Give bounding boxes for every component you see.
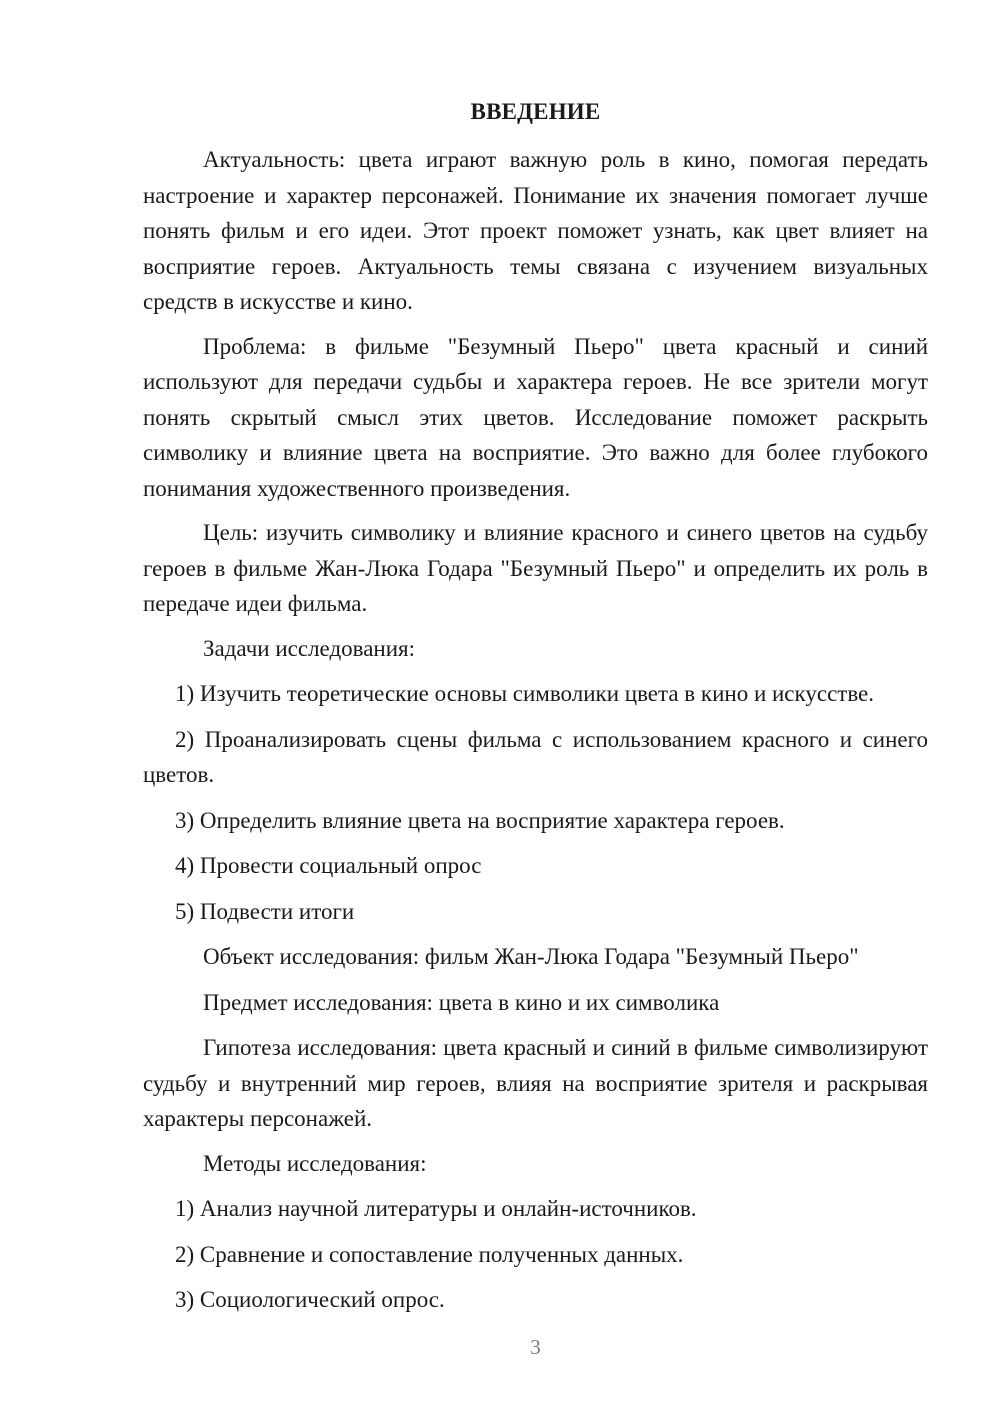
document-page — [143, 0, 928, 1414]
task-item: 5) Подвести итоги — [175, 898, 355, 924]
method-item: 2) Сравнение и сопоставление полученных данных. — [175, 1241, 684, 1267]
task-item: 3) Определить влияние цвета на восприятие характера героев. — [175, 807, 785, 833]
document-title: ВВЕДЕНИЕ — [470, 99, 601, 124]
tasks-heading: Задачи исследования: — [203, 635, 416, 661]
task-item: 1) Изучить теоретические основы символики цвета в кино и искусстве. — [175, 681, 875, 706]
task-item: 2) Проанализировать сцены фильма с использованием красного и синего цветов. — [143, 726, 928, 787]
paragraph-goal: Цель: изучить символику и влияние красного и синего цветов на судьбу героев в фильме Жан-Люка Годара "Безумный Пьеро" и определить их роль в передаче идеи фильма. — [143, 520, 928, 616]
research-hypothesis: Гипотеза исследования: цвета красный и синий в фильме символизируют судьбу и внутренний мир героев, влияя на восприятие зрителя и раскрывая характеры персонажей. — [143, 1035, 928, 1131]
research-subject: Предмет исследования: цвета в кино и их символика — [203, 989, 720, 1015]
paragraph-problem: Проблема: в фильме "Безумный Пьеро" цвета красный и синий используют для передачи судьбы и характера героев. Не все зрители могут понять скрытый смысл этих цветов. Исследование поможет раскрыть символику и влияние цвета на восприятие. Это важно для более глубокого понимания художественного произведения. — [143, 333, 928, 501]
research-object: Объект исследования: фильм Жан-Люка Годара "Безумный Пьеро" — [203, 944, 859, 969]
page-number: 3 — [530, 1335, 541, 1359]
method-item: 3) Социологический опрос. — [175, 1287, 445, 1312]
methods-heading: Методы исследования: — [203, 1150, 427, 1176]
document-body — [143, 142, 928, 1328]
paragraph-relevance: Актуальность: цвета играют важную роль в кино, помогая передать настроение и характер персонажей. Понимание их значения помогает лучше понять фильм и его идеи. Этот проект поможет узнать, как цвет влияет на восприятие героев. Актуальность темы связана с изучением визуальных средств в искусстве и кино. — [143, 147, 928, 314]
method-item: 1) Анализ научной литературы и онлайн-источников. — [175, 1196, 697, 1221]
task-item: 4) Провести социальный опрос — [175, 853, 482, 878]
